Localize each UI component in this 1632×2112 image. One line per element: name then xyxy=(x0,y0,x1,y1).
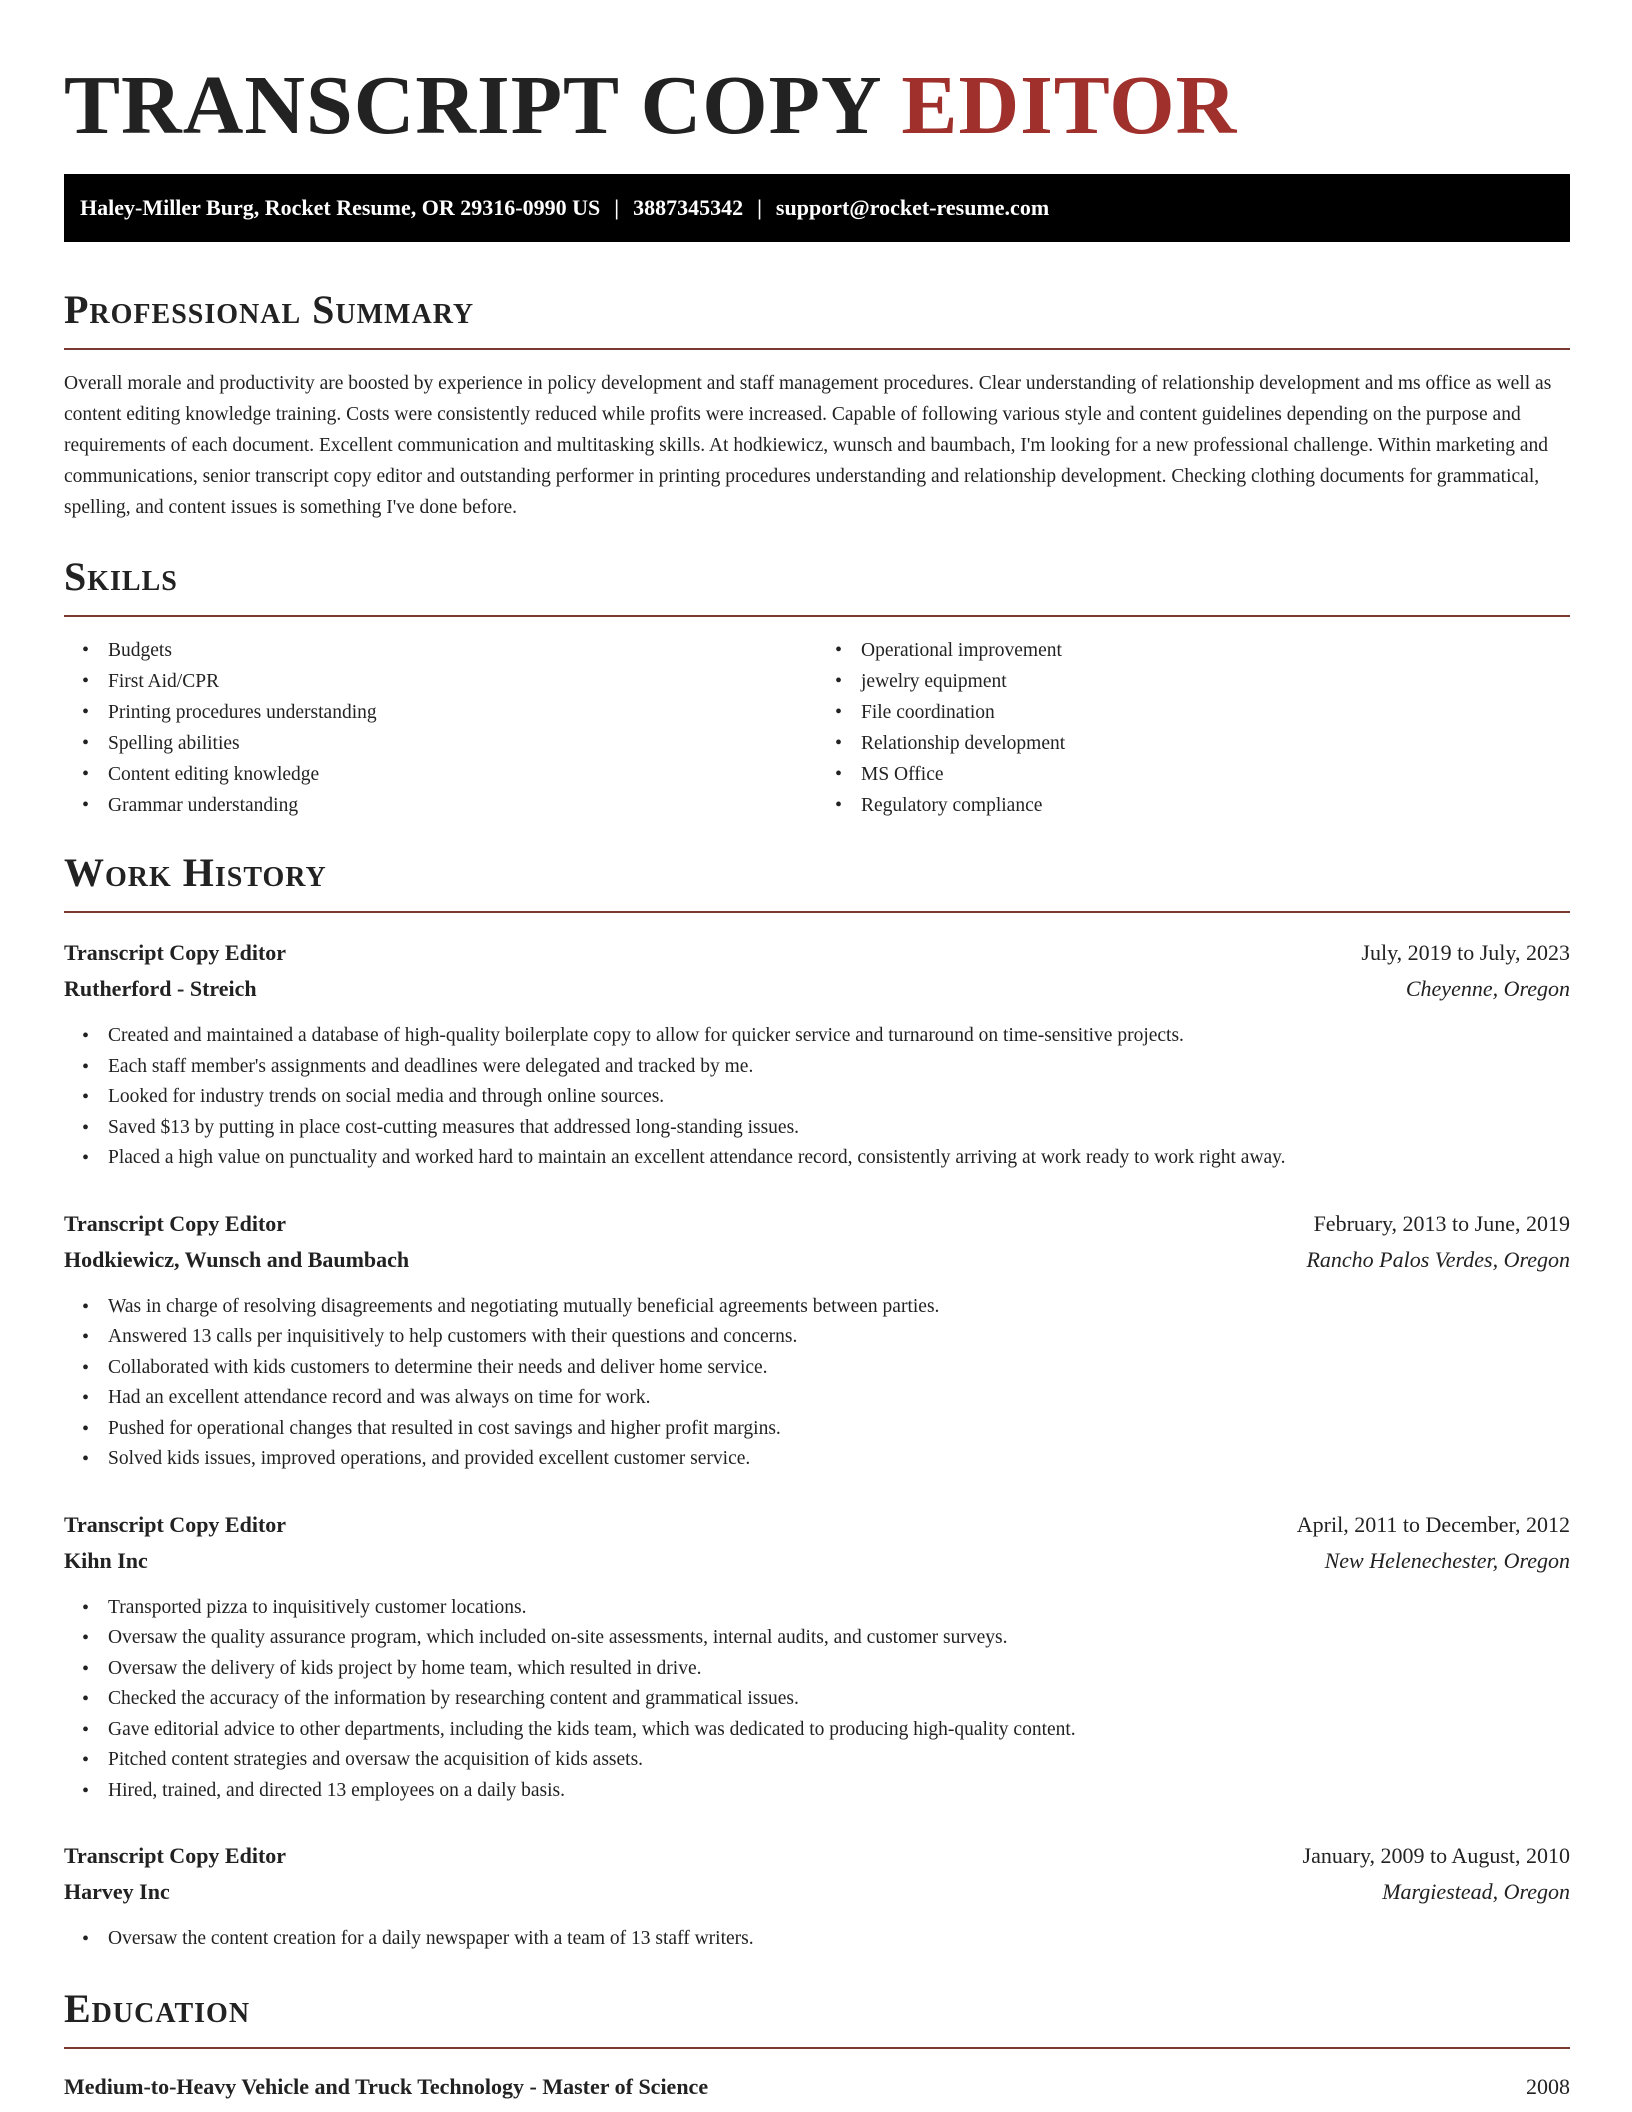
job-location: Rancho Palos Verdes, Oregon xyxy=(1306,1246,1570,1272)
job-title: Transcript Copy Editor xyxy=(64,1210,287,1236)
job-bullet-list xyxy=(64,1593,1570,1807)
job-company: Harvey Inc xyxy=(64,1879,170,1904)
job-bullet: • Pushed for operational changes that resulted in cost savings and higher profit margins. xyxy=(108,1414,1570,1445)
job-location: New Helenechester, Oregon xyxy=(1324,1547,1570,1573)
skill-item: • File coordination xyxy=(861,697,1570,728)
skills-columns xyxy=(64,635,1570,821)
job-entry xyxy=(64,1206,1570,1475)
professional-summary-section xyxy=(64,286,1570,523)
job-dates: February, 2013 to June, 2019 xyxy=(1313,1210,1570,1236)
section-heading-work-history: Work History xyxy=(64,849,1570,913)
job-bullet: • Transported pizza to inquisitively customer locations. xyxy=(108,1593,1570,1624)
job-title: Transcript Copy Editor xyxy=(64,1511,287,1537)
job-bullet: • Oversaw the content creation for a daily newspaper with a team of 13 staff writers. xyxy=(108,1924,1570,1955)
job-bullet: • Oversaw the delivery of kids project by home team, which resulted in drive. xyxy=(108,1654,1570,1685)
job-bullet: • Answered 13 calls per inquisitively to help customers with their questions and concerns. xyxy=(108,1322,1570,1353)
resume-page xyxy=(64,0,1570,2105)
job-bullet-list xyxy=(64,1021,1570,1174)
job-company-row xyxy=(64,971,1570,1007)
job-bullet: • Had an excellent attendance record and was always on time for work. xyxy=(108,1383,1570,1414)
job-dates: April, 2011 to December, 2012 xyxy=(1296,1511,1570,1537)
job-bullet: • Saved $13 by putting in place cost-cutting measures that addressed long-standing issues. xyxy=(108,1113,1570,1144)
job-bullet: • Checked the accuracy of the information by researching content and grammatical issues. xyxy=(108,1684,1570,1715)
job-bullet-list xyxy=(64,1292,1570,1475)
contact-address: Haley-Miller Burg, Rocket Resume, OR 29316-0990 US xyxy=(80,195,601,220)
skill-item: • Budgets xyxy=(108,635,817,666)
education-entry xyxy=(64,2069,1570,2105)
job-bullet: • Each staff member's assignments and deadlines were delegated and tracked by me. xyxy=(108,1052,1570,1083)
job-company: Kihn Inc xyxy=(64,1547,148,1573)
section-heading-skills: Skills xyxy=(64,553,1570,617)
job-company-row xyxy=(64,1543,1570,1579)
skills-list-left xyxy=(64,635,817,821)
job-company: Rutherford - Streich xyxy=(64,976,257,1001)
job-bullet: • Hired, trained, and directed 13 employees on a daily basis. xyxy=(108,1776,1570,1807)
job-bullet-list xyxy=(64,1924,1570,1955)
skill-item: • Spelling abilities xyxy=(108,728,817,759)
skill-item: • First Aid/CPR xyxy=(108,666,817,697)
job-bullet: • Placed a high value on punctuality and worked hard to maintain an excellent attendance record, consistently arriving at work ready to work right away. xyxy=(108,1143,1570,1174)
job-company: Hodkiewicz, Wunsch and Baumbach xyxy=(64,1246,410,1272)
name-primary: TRANSCRIPT COPY xyxy=(64,59,880,152)
resume-name-heading xyxy=(64,58,1570,154)
job-title-row xyxy=(64,935,1570,971)
job-bullet: • Gave editorial advice to other departments, including the kids team, which was dedicated to producing high-quality content. xyxy=(108,1715,1570,1746)
job-entry xyxy=(64,1838,1570,1955)
contact-email[interactable]: support@rocket-resume.com xyxy=(775,195,1050,220)
job-location: Margiestead, Oregon xyxy=(1382,1879,1570,1904)
skills-section xyxy=(64,553,1570,821)
skill-item: • MS Office xyxy=(861,759,1570,790)
job-dates: July, 2019 to July, 2023 xyxy=(1361,940,1570,965)
job-bullet: • Pitched content strategies and oversaw the acquisition of kids assets. xyxy=(108,1745,1570,1776)
skills-list-right xyxy=(817,635,1570,821)
education-degree: Medium-to-Heavy Vehicle and Truck Technology - Master of Science xyxy=(64,2073,709,2099)
section-heading-education: Education xyxy=(64,1985,1570,2049)
contact-separator: | xyxy=(614,195,620,220)
job-bullet: • Oversaw the quality assurance program, which included on-site assessments, internal audits, and customer surveys. xyxy=(108,1623,1570,1654)
job-bullet: • Was in charge of resolving disagreements and negotiating mutually beneficial agreements between parties. xyxy=(108,1292,1570,1323)
section-heading-summary: Professional Summary xyxy=(64,286,1570,350)
job-title-row xyxy=(64,1507,1570,1543)
education-section xyxy=(64,1985,1570,2105)
contact-phone: 3887345342 xyxy=(633,195,744,220)
contact-separator: | xyxy=(757,195,762,220)
skill-item: • Operational improvement xyxy=(861,635,1570,666)
job-company-row xyxy=(64,1874,1570,1910)
skill-item: • Grammar understanding xyxy=(108,790,817,821)
skill-item: • Regulatory compliance xyxy=(861,790,1570,821)
job-company-row xyxy=(64,1242,1570,1278)
job-title-row xyxy=(64,1206,1570,1242)
job-title-row xyxy=(64,1838,1570,1874)
job-title: Transcript Copy Editor xyxy=(64,1843,287,1868)
contact-bar xyxy=(64,174,1570,242)
job-title: Transcript Copy Editor xyxy=(64,940,287,965)
job-bullet: • Looked for industry trends on social media and through online sources. xyxy=(108,1082,1570,1113)
job-entry xyxy=(64,1507,1570,1807)
skill-item: • Content editing knowledge xyxy=(108,759,817,790)
skill-item: • Printing procedures understanding xyxy=(108,697,817,728)
job-bullet: • Collaborated with kids customers to determine their needs and deliver home service. xyxy=(108,1353,1570,1384)
skill-item: • jewelry equipment xyxy=(861,666,1570,697)
education-year: 2008 xyxy=(1526,2073,1570,2099)
job-location: Cheyenne, Oregon xyxy=(1405,976,1570,1001)
work-history-section xyxy=(64,849,1570,1955)
skill-item: • Relationship development xyxy=(861,728,1570,759)
job-entry xyxy=(64,935,1570,1174)
job-dates: January, 2009 to August, 2010 xyxy=(1302,1843,1570,1868)
job-bullet: • Created and maintained a database of high-quality boilerplate copy to allow for quicker service and turnaround on time-sensitive projects. xyxy=(108,1021,1570,1052)
summary-text: Overall morale and productivity are boosted by experience in policy development and staff management procedures. Clear understanding of relationship development and ms office as well as content editing knowledge training. Costs were consistently reduced while profits were increased. Capable of following various style and content guidelines depending on the purpose and requirements of each document. Excellent communication and multitasking skills. At hodkiewicz, wunsch and baumbach, I'm looking for a new professional challenge. Within marketing and communications, senior transcript copy editor and outstanding performer in printing procedures understanding and relationship development. Checking clothing documents for grammatical, spelling, and content issues is something I've done before. xyxy=(64,373,1552,518)
name-accent: EDITOR xyxy=(901,59,1238,152)
job-bullet: • Solved kids issues, improved operations, and provided excellent customer service. xyxy=(108,1444,1570,1475)
